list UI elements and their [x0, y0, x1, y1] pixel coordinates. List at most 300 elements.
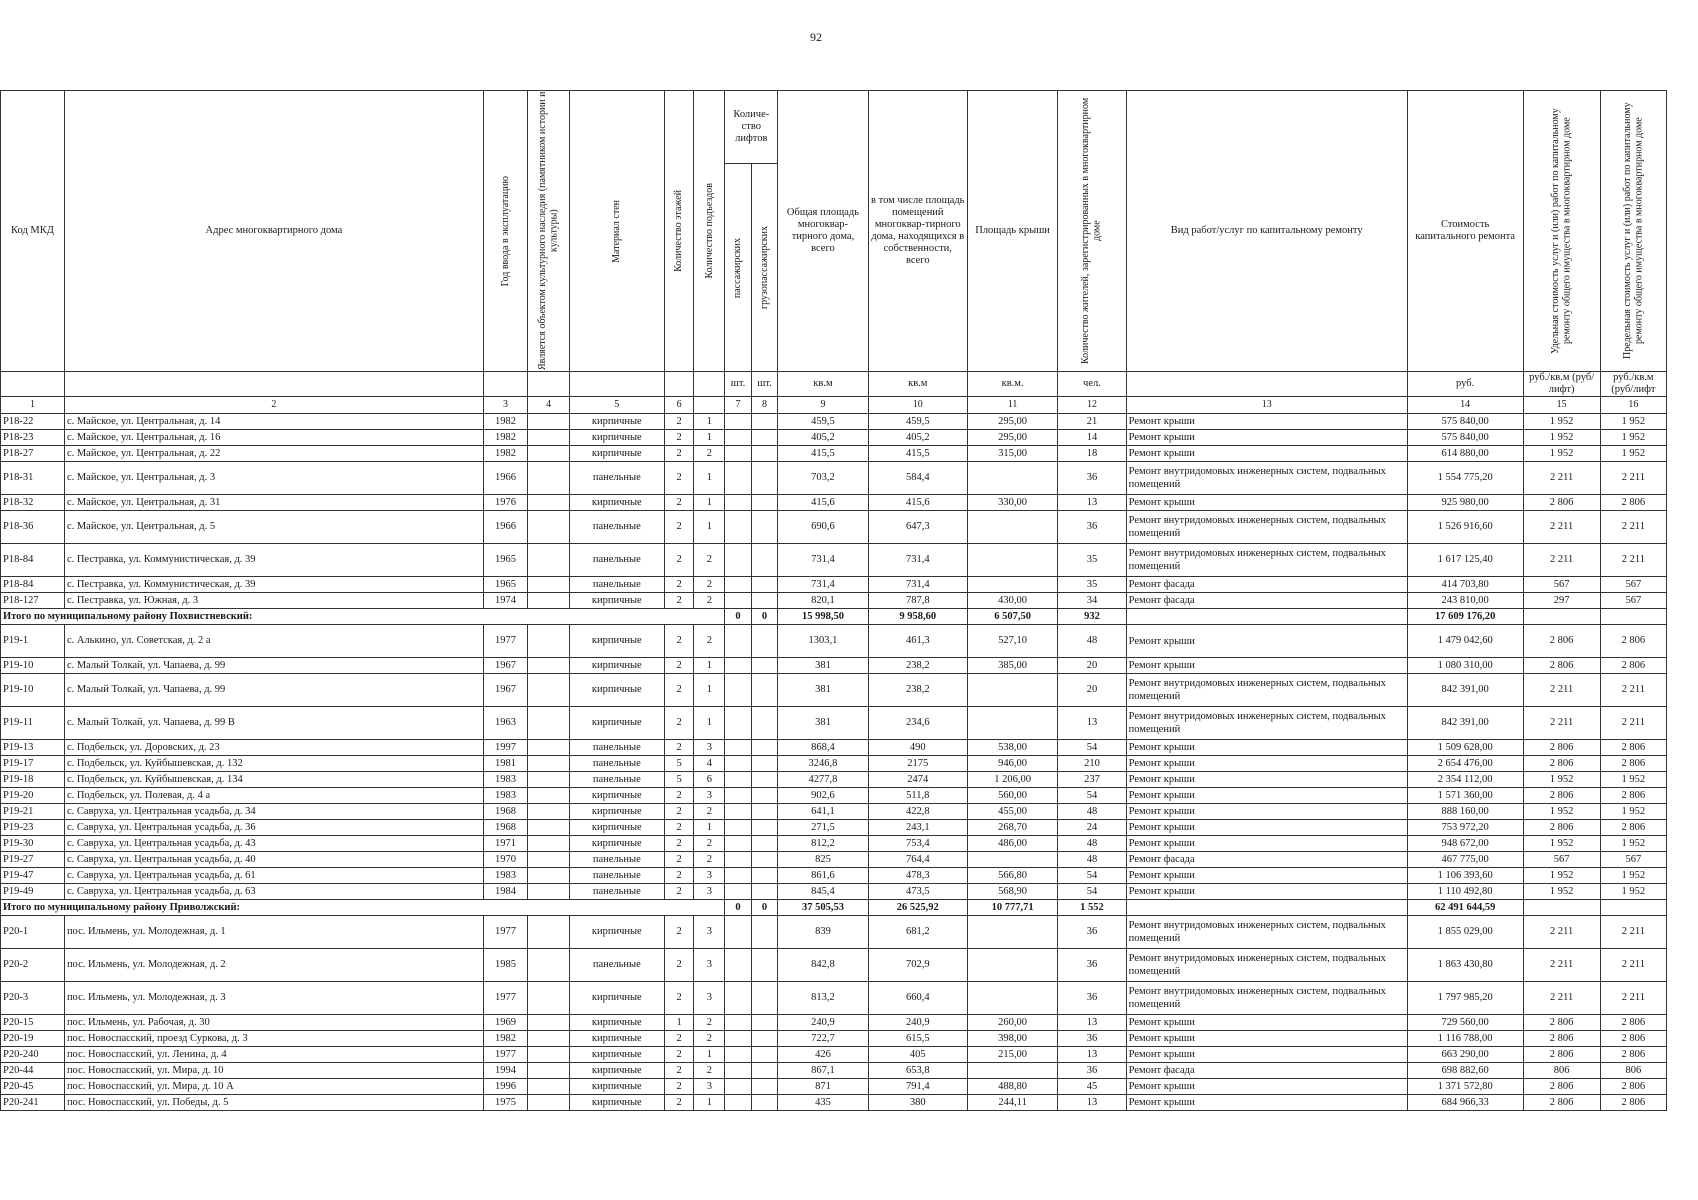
work-type-cell: Ремонт фасада: [1126, 1063, 1407, 1079]
unit-owned-area: кв.м: [868, 372, 967, 397]
address-cell: с. Пестравка, ул. Коммунистическая, д. 39: [64, 577, 483, 593]
lifts-cargo-cell: [751, 982, 777, 1015]
wall-material-cell: кирпичные: [569, 1047, 664, 1063]
owned-area-cell: 405,2: [868, 430, 967, 446]
address-cell: с. Подбельск, ул. Доровских, д. 23: [64, 740, 483, 756]
roof-area-cell: [967, 916, 1057, 949]
owned-area-cell: 380: [868, 1095, 967, 1111]
heritage-cell: [528, 511, 570, 544]
total-area-cell: 812,2: [778, 836, 868, 852]
wall-material-cell: панельные: [569, 949, 664, 982]
address-cell: с. Майское, ул. Центральная, д. 31: [64, 495, 483, 511]
address-cell: с. Малый Толкай, ул. Чапаева, д. 99: [64, 658, 483, 674]
address-cell: с. Подбельск, ул. Куйбышевская, д. 132: [64, 756, 483, 772]
residents-cell: 13: [1058, 1015, 1126, 1031]
floors-cell: 2: [664, 836, 694, 852]
lifts-pass-cell: [725, 1031, 751, 1047]
lifts-cargo-cell: [751, 1079, 777, 1095]
address-cell: с. Алькино, ул. Советская, д. 2 а: [64, 625, 483, 658]
header-code: Код МКД: [1, 91, 65, 372]
roof-area-cell: 1 206,00: [967, 772, 1057, 788]
work-type-cell: Ремонт внутридомовых инженерных систем, подвальных помещений: [1126, 949, 1407, 982]
mkd-code: Р20-241: [1, 1095, 65, 1111]
owned-area-cell: 238,2: [868, 658, 967, 674]
owned-area-cell: 490: [868, 740, 967, 756]
roof-area-cell: 568,90: [967, 884, 1057, 900]
total-area-cell: 842,8: [778, 949, 868, 982]
residents-cell: 13: [1058, 707, 1126, 740]
mkd-code: Р19-10: [1, 674, 65, 707]
lifts-pass-cell: [725, 772, 751, 788]
max-cost-cell: 2 806: [1600, 1031, 1666, 1047]
work-type-cell: Ремонт внутридомовых инженерных систем, подвальных помещений: [1126, 707, 1407, 740]
residents-cell: 14: [1058, 430, 1126, 446]
work-type-cell: Ремонт фасада: [1126, 593, 1407, 609]
year-cell: 1969: [483, 1015, 527, 1031]
max-cost-cell: 2 211: [1600, 674, 1666, 707]
capital-repair-table: [0, 90, 1667, 1111]
residents-cell: 36: [1058, 462, 1126, 495]
lifts-cargo-cell: [751, 625, 777, 658]
max-cost-cell: 2 806: [1600, 788, 1666, 804]
year-cell: 1983: [483, 788, 527, 804]
work-type-cell: Ремонт крыши: [1126, 804, 1407, 820]
wall-material-cell: панельные: [569, 772, 664, 788]
year-cell: 1965: [483, 544, 527, 577]
mkd-code: Р19-30: [1, 836, 65, 852]
mkd-code: Р20-3: [1, 982, 65, 1015]
table-row: [1, 577, 1667, 593]
address-cell: с. Савруха, ул. Центральная усадьба, д. 40: [64, 852, 483, 868]
cost-cell: 1 797 985,20: [1407, 982, 1523, 1015]
roof-area-cell: 527,10: [967, 625, 1057, 658]
heritage-cell: [528, 462, 570, 495]
header-owned-area: в том числе площадь помещений многоквар-тирного дома, находящихся в собственности, всего: [868, 91, 967, 372]
total-area-cell: 703,2: [778, 462, 868, 495]
address-cell: с. Подбельск, ул. Куйбышевская, д. 134: [64, 772, 483, 788]
wall-material-cell: кирпичные: [569, 707, 664, 740]
unit-cost-cell: 567: [1523, 852, 1600, 868]
lifts-pass-cell: [725, 511, 751, 544]
mkd-code: Р20-1: [1, 916, 65, 949]
entrances-cell: 1: [694, 820, 725, 836]
year-cell: 1970: [483, 852, 527, 868]
lifts-pass-cell: [725, 949, 751, 982]
work-type-cell: Ремонт крыши: [1126, 446, 1407, 462]
year-cell: 1967: [483, 674, 527, 707]
work-type-cell: Ремонт крыши: [1126, 625, 1407, 658]
entrances-cell: 4: [694, 756, 725, 772]
heritage-cell: [528, 756, 570, 772]
table-row: [1, 511, 1667, 544]
cost-cell: 1 371 572,80: [1407, 1079, 1523, 1095]
mkd-code: Р20-15: [1, 1015, 65, 1031]
table-row: [1, 625, 1667, 658]
max-cost-cell: 1 952: [1600, 804, 1666, 820]
work-type-cell: Ремонт крыши: [1126, 495, 1407, 511]
total-area-cell: 405,2: [778, 430, 868, 446]
header-heritage-text: Является объектом культурного наследия (памятником истории и культуры): [536, 91, 560, 371]
cost-cell: 1 080 310,00: [1407, 658, 1523, 674]
max-cost-cell: 1 952: [1600, 414, 1666, 430]
lifts-pass-cell: [725, 756, 751, 772]
heritage-cell: [528, 1079, 570, 1095]
address-cell: с. Савруха, ул. Центральная усадьба, д. 61: [64, 868, 483, 884]
mkd-code: Р20-19: [1, 1031, 65, 1047]
lifts-pass-cell: [725, 1047, 751, 1063]
work-type-cell: Ремонт крыши: [1126, 1047, 1407, 1063]
max-cost-cell: 1 952: [1600, 884, 1666, 900]
year-cell: 1968: [483, 804, 527, 820]
mkd-code: Р18-22: [1, 414, 65, 430]
unit-roof-area: кв.м.: [967, 372, 1057, 397]
lifts-pass-cell: [725, 788, 751, 804]
mkd-code: Р20-45: [1, 1079, 65, 1095]
floors-cell: 2: [664, 593, 694, 609]
owned-area-cell: 681,2: [868, 916, 967, 949]
heritage-cell: [528, 544, 570, 577]
floors-cell: 2: [664, 982, 694, 1015]
lifts-cargo-cell: [751, 430, 777, 446]
mkd-code: Р18-84: [1, 577, 65, 593]
roof-area-cell: [967, 707, 1057, 740]
address-cell: пос. Ильмень, ул. Молодежная, д. 2: [64, 949, 483, 982]
unit-cost-cell: [1523, 609, 1600, 625]
unit-cell: [1, 372, 65, 397]
residents-cell: 21: [1058, 414, 1126, 430]
work-type-cell: Ремонт крыши: [1126, 430, 1407, 446]
cost-sum: 62 491 644,59: [1407, 900, 1523, 916]
cost-cell: 1 479 042,60: [1407, 625, 1523, 658]
owned-area-cell: 415,6: [868, 495, 967, 511]
header-lifts-cargo-text: грузопассажирских: [758, 226, 770, 310]
lifts-cargo-cell: [751, 884, 777, 900]
total-label: Итого по муниципальному району Похвистневский:: [1, 609, 725, 625]
heritage-cell: [528, 1047, 570, 1063]
header-wall-text: Материал стен: [611, 199, 623, 263]
entrances-cell: 3: [694, 740, 725, 756]
roof-area-cell: 244,11: [967, 1095, 1057, 1111]
year-cell: 1982: [483, 1031, 527, 1047]
address-cell: с. Майское, ул. Центральная, д. 3: [64, 462, 483, 495]
work-type-cell: Ремонт крыши: [1126, 1079, 1407, 1095]
table-row: [1, 852, 1667, 868]
total-row: [1, 900, 1667, 916]
owned-area-cell: 415,5: [868, 446, 967, 462]
roof-area-cell: 268,70: [967, 820, 1057, 836]
total-area-sum: 37 505,53: [778, 900, 868, 916]
heritage-cell: [528, 852, 570, 868]
heritage-cell: [528, 495, 570, 511]
unit-cell: [64, 372, 483, 397]
owned-area-cell: 584,4: [868, 462, 967, 495]
floors-cell: 2: [664, 430, 694, 446]
header-year-text: Год ввода в эксплуатацию: [499, 175, 511, 287]
year-cell: 1996: [483, 1079, 527, 1095]
column-number: 14: [1407, 397, 1523, 414]
unit-cost-cell: 2 211: [1523, 511, 1600, 544]
wall-material-cell: панельные: [569, 868, 664, 884]
mkd-code: Р19-27: [1, 852, 65, 868]
header-cost: Стоимость капитального ремонта: [1407, 91, 1523, 372]
total-area-cell: 426: [778, 1047, 868, 1063]
residents-sum: 932: [1058, 609, 1126, 625]
max-cost-cell: 2 211: [1600, 511, 1666, 544]
year-cell: 1967: [483, 658, 527, 674]
header-entrances: [694, 91, 725, 372]
owned-area-cell: 787,8: [868, 593, 967, 609]
roof-area-cell: 566,80: [967, 868, 1057, 884]
work-type-cell: Ремонт крыши: [1126, 836, 1407, 852]
year-cell: 1974: [483, 593, 527, 609]
owned-area-sum: 9 958,60: [868, 609, 967, 625]
roof-area-cell: 385,00: [967, 658, 1057, 674]
lifts-cargo-cell: [751, 788, 777, 804]
heritage-cell: [528, 1031, 570, 1047]
cost-cell: 614 880,00: [1407, 446, 1523, 462]
entrances-cell: 2: [694, 446, 725, 462]
table-row: [1, 1063, 1667, 1079]
unit-cost-cell: 1 952: [1523, 414, 1600, 430]
address-cell: с. Майское, ул. Центральная, д. 16: [64, 430, 483, 446]
table-row: [1, 884, 1667, 900]
work-type-cell: Ремонт фасада: [1126, 852, 1407, 868]
residents-cell: 20: [1058, 674, 1126, 707]
owned-area-cell: 731,4: [868, 544, 967, 577]
owned-area-cell: 615,5: [868, 1031, 967, 1047]
unit-cost-cell: 2 211: [1523, 544, 1600, 577]
heritage-cell: [528, 884, 570, 900]
entrances-cell: 1: [694, 495, 725, 511]
unit-cell: [528, 372, 570, 397]
table-row: [1, 707, 1667, 740]
unit-cost-cell: 1 952: [1523, 804, 1600, 820]
lifts-pass-cell: [725, 430, 751, 446]
entrances-cell: 2: [694, 593, 725, 609]
lifts-cargo-cell: [751, 1047, 777, 1063]
lifts-pass-cell: [725, 658, 751, 674]
wall-material-cell: панельные: [569, 577, 664, 593]
max-cost-cell: 2 806: [1600, 1095, 1666, 1111]
entrances-cell: 6: [694, 772, 725, 788]
lifts-cargo-cell: [751, 916, 777, 949]
total-area-cell: 415,5: [778, 446, 868, 462]
header-lifts: Количе-ство лифтов: [725, 91, 778, 164]
lifts-pass-cell: [725, 836, 751, 852]
heritage-cell: [528, 1015, 570, 1031]
roof-area-cell: 486,00: [967, 836, 1057, 852]
lifts-pass-cell: [725, 625, 751, 658]
max-cost-cell: 2 211: [1600, 707, 1666, 740]
cost-cell: 243 810,00: [1407, 593, 1523, 609]
owned-area-cell: 461,3: [868, 625, 967, 658]
work-type-cell: Ремонт крыши: [1126, 772, 1407, 788]
owned-area-cell: 511,8: [868, 788, 967, 804]
cost-cell: 1 106 393,60: [1407, 868, 1523, 884]
cost-cell: 925 980,00: [1407, 495, 1523, 511]
total-area-cell: 731,4: [778, 544, 868, 577]
table-row: [1, 868, 1667, 884]
header-work-type: Вид работ/услуг по капитальному ремонту: [1126, 91, 1407, 372]
work-type-cell: [1126, 900, 1407, 916]
floors-cell: 5: [664, 772, 694, 788]
max-cost-cell: 2 211: [1600, 462, 1666, 495]
heritage-cell: [528, 868, 570, 884]
wall-material-cell: кирпичные: [569, 1095, 664, 1111]
unit-cost-cell: 2 211: [1523, 949, 1600, 982]
address-cell: пос. Ильмень, ул. Молодежная, д. 3: [64, 982, 483, 1015]
wall-material-cell: кирпичные: [569, 1063, 664, 1079]
floors-cell: 2: [664, 1047, 694, 1063]
roof-area-sum: 6 507,50: [967, 609, 1057, 625]
owned-area-cell: 422,8: [868, 804, 967, 820]
work-type-cell: Ремонт крыши: [1126, 414, 1407, 430]
unit-cost-cell: 2 806: [1523, 1015, 1600, 1031]
lifts-pass-cell: [725, 852, 751, 868]
wall-material-cell: кирпичные: [569, 982, 664, 1015]
year-cell: 1975: [483, 1095, 527, 1111]
residents-cell: 36: [1058, 511, 1126, 544]
roof-area-cell: 295,00: [967, 414, 1057, 430]
table-row: [1, 1031, 1667, 1047]
total-area-cell: 845,4: [778, 884, 868, 900]
column-number: 13: [1126, 397, 1407, 414]
lifts-pass-cell: [725, 577, 751, 593]
total-area-cell: 690,6: [778, 511, 868, 544]
wall-material-cell: кирпичные: [569, 674, 664, 707]
unit-cost-cell: 2 806: [1523, 625, 1600, 658]
roof-area-cell: 315,00: [967, 446, 1057, 462]
cost-cell: 684 966,33: [1407, 1095, 1523, 1111]
unit-cost-cell: 2 211: [1523, 916, 1600, 949]
lifts-pass-cell: [725, 544, 751, 577]
entrances-cell: 1: [694, 1095, 725, 1111]
total-area-cell: 4277,8: [778, 772, 868, 788]
max-cost-cell: 2 806: [1600, 625, 1666, 658]
floors-cell: 2: [664, 577, 694, 593]
work-type-cell: Ремонт крыши: [1126, 756, 1407, 772]
unit-cost: руб.: [1407, 372, 1523, 397]
unit-cost-cell: 1 952: [1523, 836, 1600, 852]
lifts-pass-cell: [725, 446, 751, 462]
table-row: [1, 982, 1667, 1015]
lifts-cargo-cell: [751, 836, 777, 852]
table-row: [1, 756, 1667, 772]
work-type-cell: Ремонт крыши: [1126, 1095, 1407, 1111]
address-cell: с. Пестравка, ул. Южная, д. 3: [64, 593, 483, 609]
lifts-pass-cell: [725, 1063, 751, 1079]
lifts-pass-cell: [725, 1079, 751, 1095]
roof-area-cell: 560,00: [967, 788, 1057, 804]
entrances-cell: 2: [694, 544, 725, 577]
work-type-cell: Ремонт внутридомовых инженерных систем, подвальных помещений: [1126, 982, 1407, 1015]
lifts-cargo-cell: [751, 1063, 777, 1079]
lifts-pass-cell: [725, 593, 751, 609]
total-area-cell: 902,6: [778, 788, 868, 804]
owned-area-cell: 660,4: [868, 982, 967, 1015]
owned-area-cell: 473,5: [868, 884, 967, 900]
floors-cell: 2: [664, 707, 694, 740]
cost-cell: 753 972,20: [1407, 820, 1523, 836]
residents-cell: 237: [1058, 772, 1126, 788]
owned-area-cell: 238,2: [868, 674, 967, 707]
lifts-cargo-cell: [751, 949, 777, 982]
roof-area-cell: [967, 1063, 1057, 1079]
total-area-cell: 415,6: [778, 495, 868, 511]
unit-cell: [1126, 372, 1407, 397]
table-row: [1, 949, 1667, 982]
total-area-cell: 871: [778, 1079, 868, 1095]
lifts-cargo-cell: [751, 511, 777, 544]
roof-area-cell: 330,00: [967, 495, 1057, 511]
roof-area-cell: [967, 982, 1057, 1015]
unit-cost-cell: 1 952: [1523, 884, 1600, 900]
total-area-cell: 868,4: [778, 740, 868, 756]
table-row: [1, 414, 1667, 430]
entrances-cell: 2: [694, 1015, 725, 1031]
cost-cell: 888 160,00: [1407, 804, 1523, 820]
wall-material-cell: панельные: [569, 511, 664, 544]
residents-sum: 1 552: [1058, 900, 1126, 916]
owned-area-cell: 647,3: [868, 511, 967, 544]
heritage-cell: [528, 658, 570, 674]
table-row: [1, 495, 1667, 511]
total-lifts-pass: 0: [725, 609, 751, 625]
max-cost-cell: 567: [1600, 577, 1666, 593]
roof-area-cell: 455,00: [967, 804, 1057, 820]
cost-cell: 698 882,60: [1407, 1063, 1523, 1079]
heritage-cell: [528, 949, 570, 982]
residents-cell: 13: [1058, 495, 1126, 511]
total-area-sum: 15 998,50: [778, 609, 868, 625]
heritage-cell: [528, 577, 570, 593]
residents-cell: 48: [1058, 852, 1126, 868]
heritage-cell: [528, 916, 570, 949]
lifts-pass-cell: [725, 462, 751, 495]
roof-area-cell: [967, 949, 1057, 982]
heritage-cell: [528, 674, 570, 707]
work-type-cell: Ремонт внутридомовых инженерных систем, подвальных помещений: [1126, 674, 1407, 707]
table-header: [1, 91, 1667, 414]
lifts-pass-cell: [725, 1095, 751, 1111]
max-cost-cell: 2 211: [1600, 544, 1666, 577]
cost-cell: 575 840,00: [1407, 430, 1523, 446]
address-cell: пос. Новоспасский, ул. Мира, д. 10: [64, 1063, 483, 1079]
max-cost-cell: 1 952: [1600, 836, 1666, 852]
total-area-cell: 1303,1: [778, 625, 868, 658]
residents-cell: 13: [1058, 1047, 1126, 1063]
residents-cell: 36: [1058, 916, 1126, 949]
year-cell: 1983: [483, 772, 527, 788]
column-number: 11: [967, 397, 1057, 414]
residents-cell: 54: [1058, 788, 1126, 804]
cost-cell: 575 840,00: [1407, 414, 1523, 430]
wall-material-cell: кирпичные: [569, 1031, 664, 1047]
total-lifts-cargo: 0: [751, 900, 777, 916]
lifts-cargo-cell: [751, 577, 777, 593]
lifts-cargo-cell: [751, 462, 777, 495]
mkd-code: Р18-23: [1, 430, 65, 446]
total-area-cell: 820,1: [778, 593, 868, 609]
year-cell: 1965: [483, 577, 527, 593]
mkd-code: Р20-240: [1, 1047, 65, 1063]
entrances-cell: 3: [694, 916, 725, 949]
header-address: Адрес многоквартирного дома: [64, 91, 483, 372]
residents-cell: 36: [1058, 949, 1126, 982]
floors-cell: 2: [664, 658, 694, 674]
max-cost-cell: 2 806: [1600, 756, 1666, 772]
floors-cell: 2: [664, 1031, 694, 1047]
